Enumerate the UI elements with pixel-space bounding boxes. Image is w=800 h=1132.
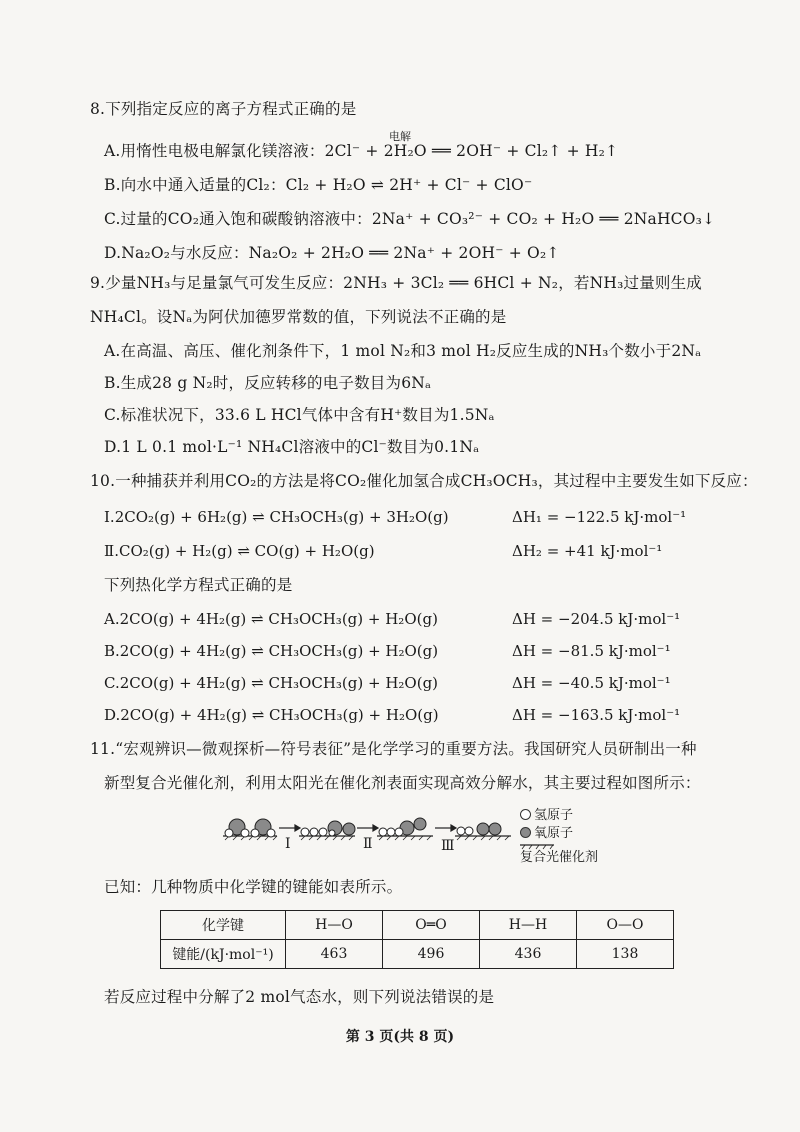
q10-option-c-enthalpy: ΔH = −40.5 kJ·mol⁻¹ bbox=[512, 674, 671, 692]
legend-hydrogen bbox=[520, 808, 573, 824]
table-header-cell: 化学键 bbox=[161, 911, 286, 940]
legend-hydrogen-label: 氢原子 bbox=[534, 808, 574, 823]
table-cell: 436 bbox=[480, 940, 577, 969]
step-label-2: Ⅱ bbox=[363, 836, 373, 852]
table-cell: 138 bbox=[577, 940, 674, 969]
q9-option-b: B.生成28 g N₂时，反应转移的电子数目为6Nₐ bbox=[104, 374, 432, 392]
q11-tail: 若反应过程中分解了2 mol气态水，则下列说法错误的是 bbox=[104, 988, 495, 1006]
q10-reaction-1-enthalpy: ΔH₁ = −122.5 kJ·mol⁻¹ bbox=[512, 508, 687, 526]
stage-two-atoms bbox=[379, 818, 426, 836]
q8-option-d: D.Na₂O₂与水反应：Na₂O₂ + 2H₂O ══ 2Na⁺ + 2OH⁻ + O₂↑ bbox=[104, 244, 560, 262]
q10-option-b-enthalpy: ΔH = −81.5 kJ·mol⁻¹ bbox=[512, 642, 671, 660]
q8-option-b: B.向水中通入适量的Cl₂：Cl₂ + H₂O ⇌ 2H⁺ + Cl⁻ + ClO⁻ bbox=[104, 176, 533, 194]
q10-option-c: C.2CO(g) + 4H₂(g) ⇌ CH₃OCH₃(g) + H₂O(g) bbox=[104, 674, 439, 692]
stage-one-atoms bbox=[301, 821, 355, 836]
table-header-row bbox=[161, 911, 674, 940]
table-header-cell: O═O bbox=[383, 911, 480, 940]
q9-option-d: D.1 L 0.1 mol·L⁻¹ NH₄Cl溶液中的Cl⁻数目为0.1Nₐ bbox=[104, 438, 480, 456]
step-label-1: Ⅰ bbox=[285, 836, 291, 852]
hydrogen-atom-icon bbox=[520, 809, 531, 820]
q10-option-a: A.2CO(g) + 4H₂(g) ⇌ CH₃OCH₃(g) + H₂O(g) bbox=[104, 610, 438, 628]
q10-option-a-enthalpy: ΔH = −204.5 kJ·mol⁻¹ bbox=[512, 610, 681, 628]
table-row bbox=[161, 940, 674, 969]
water-molecules bbox=[225, 819, 275, 837]
q10-option-d: D.2CO(g) + 4H₂(g) ⇌ CH₃OCH₃(g) + H₂O(g) bbox=[104, 706, 439, 724]
q11-stem-line2: 新型复合光催化剂，利用太阳光在催化剂表面实现高效分解水，其主要过程如图所示： bbox=[104, 774, 701, 792]
q11-stem-line1: 11.“宏观辨识—微观探析—符号表征”是化学学习的重要方法。我国研究人员研制出一种 bbox=[90, 740, 697, 758]
q10-reaction-1: Ⅰ.2CO₂(g) + 6H₂(g) ⇌ CH₃OCH₃(g) + 3H₂O(g) bbox=[104, 508, 449, 526]
table-cell: 463 bbox=[286, 940, 383, 969]
stage-three-atoms bbox=[457, 823, 501, 835]
q10-option-d-enthalpy: ΔH = −163.5 kJ·mol⁻¹ bbox=[512, 706, 681, 724]
electrolysis-condition: 电解 bbox=[389, 130, 411, 143]
q10-sub-stem: 下列热化学方程式正确的是 bbox=[104, 576, 293, 594]
page-footer: 第 3 页(共 8 页) bbox=[345, 1029, 455, 1045]
q11-known: 已知：几种物质中化学键的键能如表所示。 bbox=[104, 878, 403, 896]
q9-option-a: A.在高温、高压、催化剂条件下，1 mol N₂和3 mol H₂反应生成的NH₃个数小于2Nₐ bbox=[104, 342, 702, 360]
legend-catalyst bbox=[520, 844, 598, 866]
q8-stem: 8.下列指定反应的离子方程式正确的是 bbox=[90, 100, 357, 118]
photocatalysis-figure bbox=[215, 808, 635, 868]
q10-option-b: B.2CO(g) + 4H₂(g) ⇌ CH₃OCH₃(g) + H₂O(g) bbox=[104, 642, 439, 660]
table-header-cell: H—H bbox=[480, 911, 577, 940]
q10-reaction-2-enthalpy: ΔH₂ = +41 kJ·mol⁻¹ bbox=[512, 542, 663, 560]
bond-energy-table bbox=[160, 910, 674, 969]
oxygen-atom-icon bbox=[520, 827, 531, 838]
table-row-label: 键能/(kJ·mol⁻¹) bbox=[161, 940, 286, 969]
q9-option-c: C.标准状况下，33.6 L HCl气体中含有H⁺数目为1.5Nₐ bbox=[104, 406, 495, 424]
legend-oxygen-label: 氧原子 bbox=[534, 826, 574, 841]
table-cell: 496 bbox=[383, 940, 480, 969]
q8-option-a: A.用惰性电极电解氯化镁溶液：2Cl⁻ + 2H₂O ══ 2OH⁻ + Cl₂↑ + H₂↑ bbox=[104, 142, 619, 160]
q9-stem-line2: NH₄Cl。设Nₐ为阿伏加德罗常数的值，下列说法不正确的是 bbox=[90, 308, 507, 326]
legend-catalyst-label: 复合光催化剂 bbox=[520, 850, 599, 865]
table-header-cell: H—O bbox=[286, 911, 383, 940]
table-header-cell: O—O bbox=[577, 911, 674, 940]
q9-stem-line1: 9.少量NH₃与足量氯气可发生反应：2NH₃ + 3Cl₂ ══ 6HCl + N₂，若NH₃过量则生成 bbox=[90, 274, 702, 292]
q8-option-c: C.过量的CO₂通入饱和碳酸钠溶液中：2Na⁺ + CO₃²⁻ + CO₂ + H₂O ══ 2NaHCO₃↓ bbox=[104, 210, 716, 228]
q10-reaction-2: Ⅱ.CO₂(g) + H₂(g) ⇌ CO(g) + H₂O(g) bbox=[104, 542, 375, 560]
q10-stem: 10.一种捕获并利用CO₂的方法是将CO₂催化加氢合成CH₃OCH₃，其过程中主要发生如下反应： bbox=[90, 472, 758, 490]
legend-oxygen bbox=[520, 826, 573, 842]
step-label-3: Ⅲ bbox=[441, 838, 455, 854]
